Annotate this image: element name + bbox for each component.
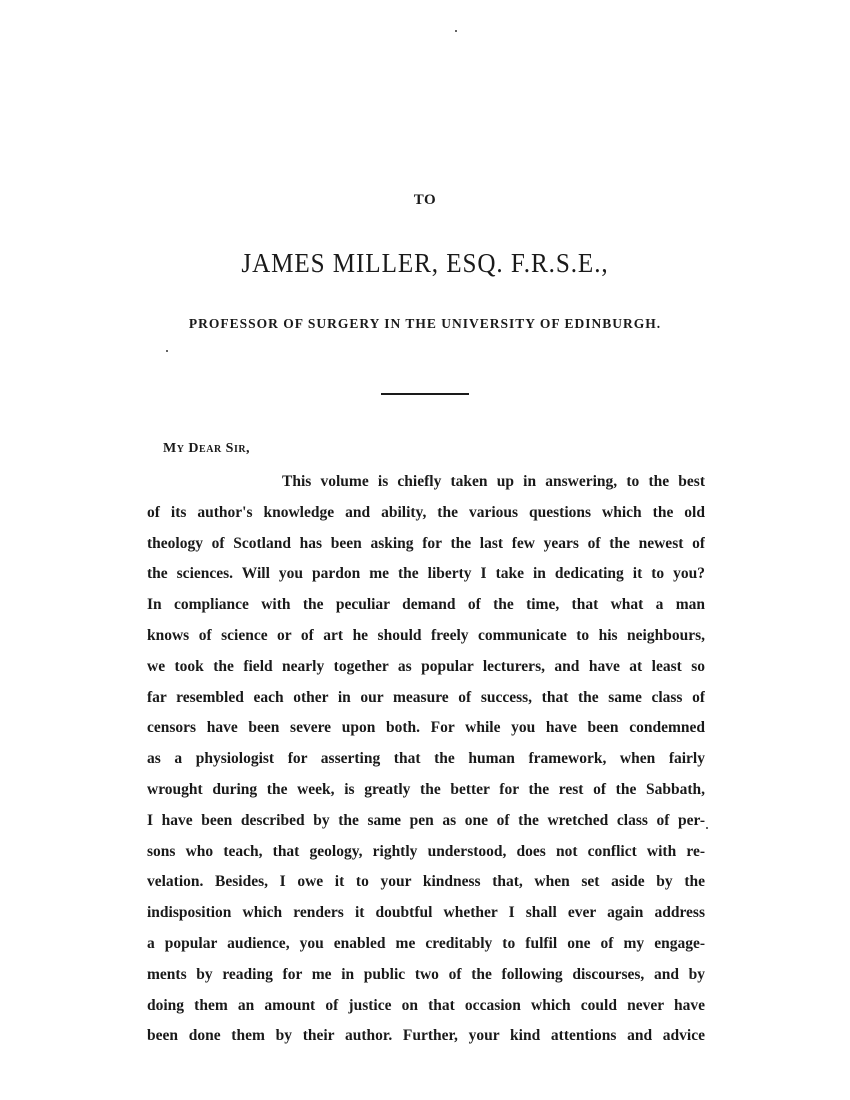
scan-speck (166, 350, 168, 352)
addressee-position: PROFESSOR OF SURGERY IN THE UNIVERSITY OF EDINBURGH. (188, 316, 662, 331)
letter-line: far resembled each other in our measure of success, that the same class of (147, 688, 705, 706)
letter-line: we took the field nearly together as popular lecturers, and have at least so (147, 657, 705, 675)
dedication-addressee: JAMES MILLER, ESQ. F.R.S.E., (241, 248, 609, 278)
letter-line: I have been described by the same pen as one of the wretched class of per- (147, 811, 705, 829)
section-divider (381, 393, 469, 395)
letter-line: This volume is chiefly taken up in answering, to the best (282, 473, 705, 490)
letter-line: velation. Besides, I owe it to your kindness that, when set aside by the (147, 873, 705, 891)
letter-line: of its author's knowledge and ability, the various questions which the old (147, 503, 705, 521)
letter-line: been done them by their author. Further, your kind attentions and advice (147, 1027, 705, 1045)
letter-line: knows of science or of art he should freely communicate to his neighbours, (147, 626, 705, 644)
letter-line: the sciences. Will you pardon me the liberty I take in dedicating it to you? (147, 565, 705, 583)
dedication-to: TO (413, 192, 437, 208)
letter-line: theology of Scotland has been asking for the last few years of the newest of (147, 534, 705, 552)
letter-line: a popular audience, you enabled me creditably to fulfil one of my engage- (147, 934, 705, 952)
scan-speck (455, 30, 457, 32)
letter-line: as a physiologist for asserting that the human framework, when fairly (147, 750, 705, 768)
letter-salutation: My Dear Sir, (163, 441, 251, 456)
letter-body (147, 471, 705, 1056)
letter-line: ments by reading for me in public two of the following discourses, and by (147, 965, 705, 983)
letter-line: In compliance with the peculiar demand of the time, that what a man (147, 596, 705, 614)
letter-line: wrought during the week, is greatly the better for the rest of the Sabbath, (147, 780, 705, 798)
scan-speck (706, 827, 708, 829)
letter-line: indisposition which renders it doubtful whether I shall ever again address (147, 904, 705, 922)
letter-line: doing them an amount of justice on that occasion which could never have (147, 996, 705, 1014)
letter-line: censors have been severe upon both. For while you have been condemned (147, 719, 705, 737)
letter-line: sons who teach, that geology, rightly understood, does not conflict with re- (147, 842, 705, 860)
